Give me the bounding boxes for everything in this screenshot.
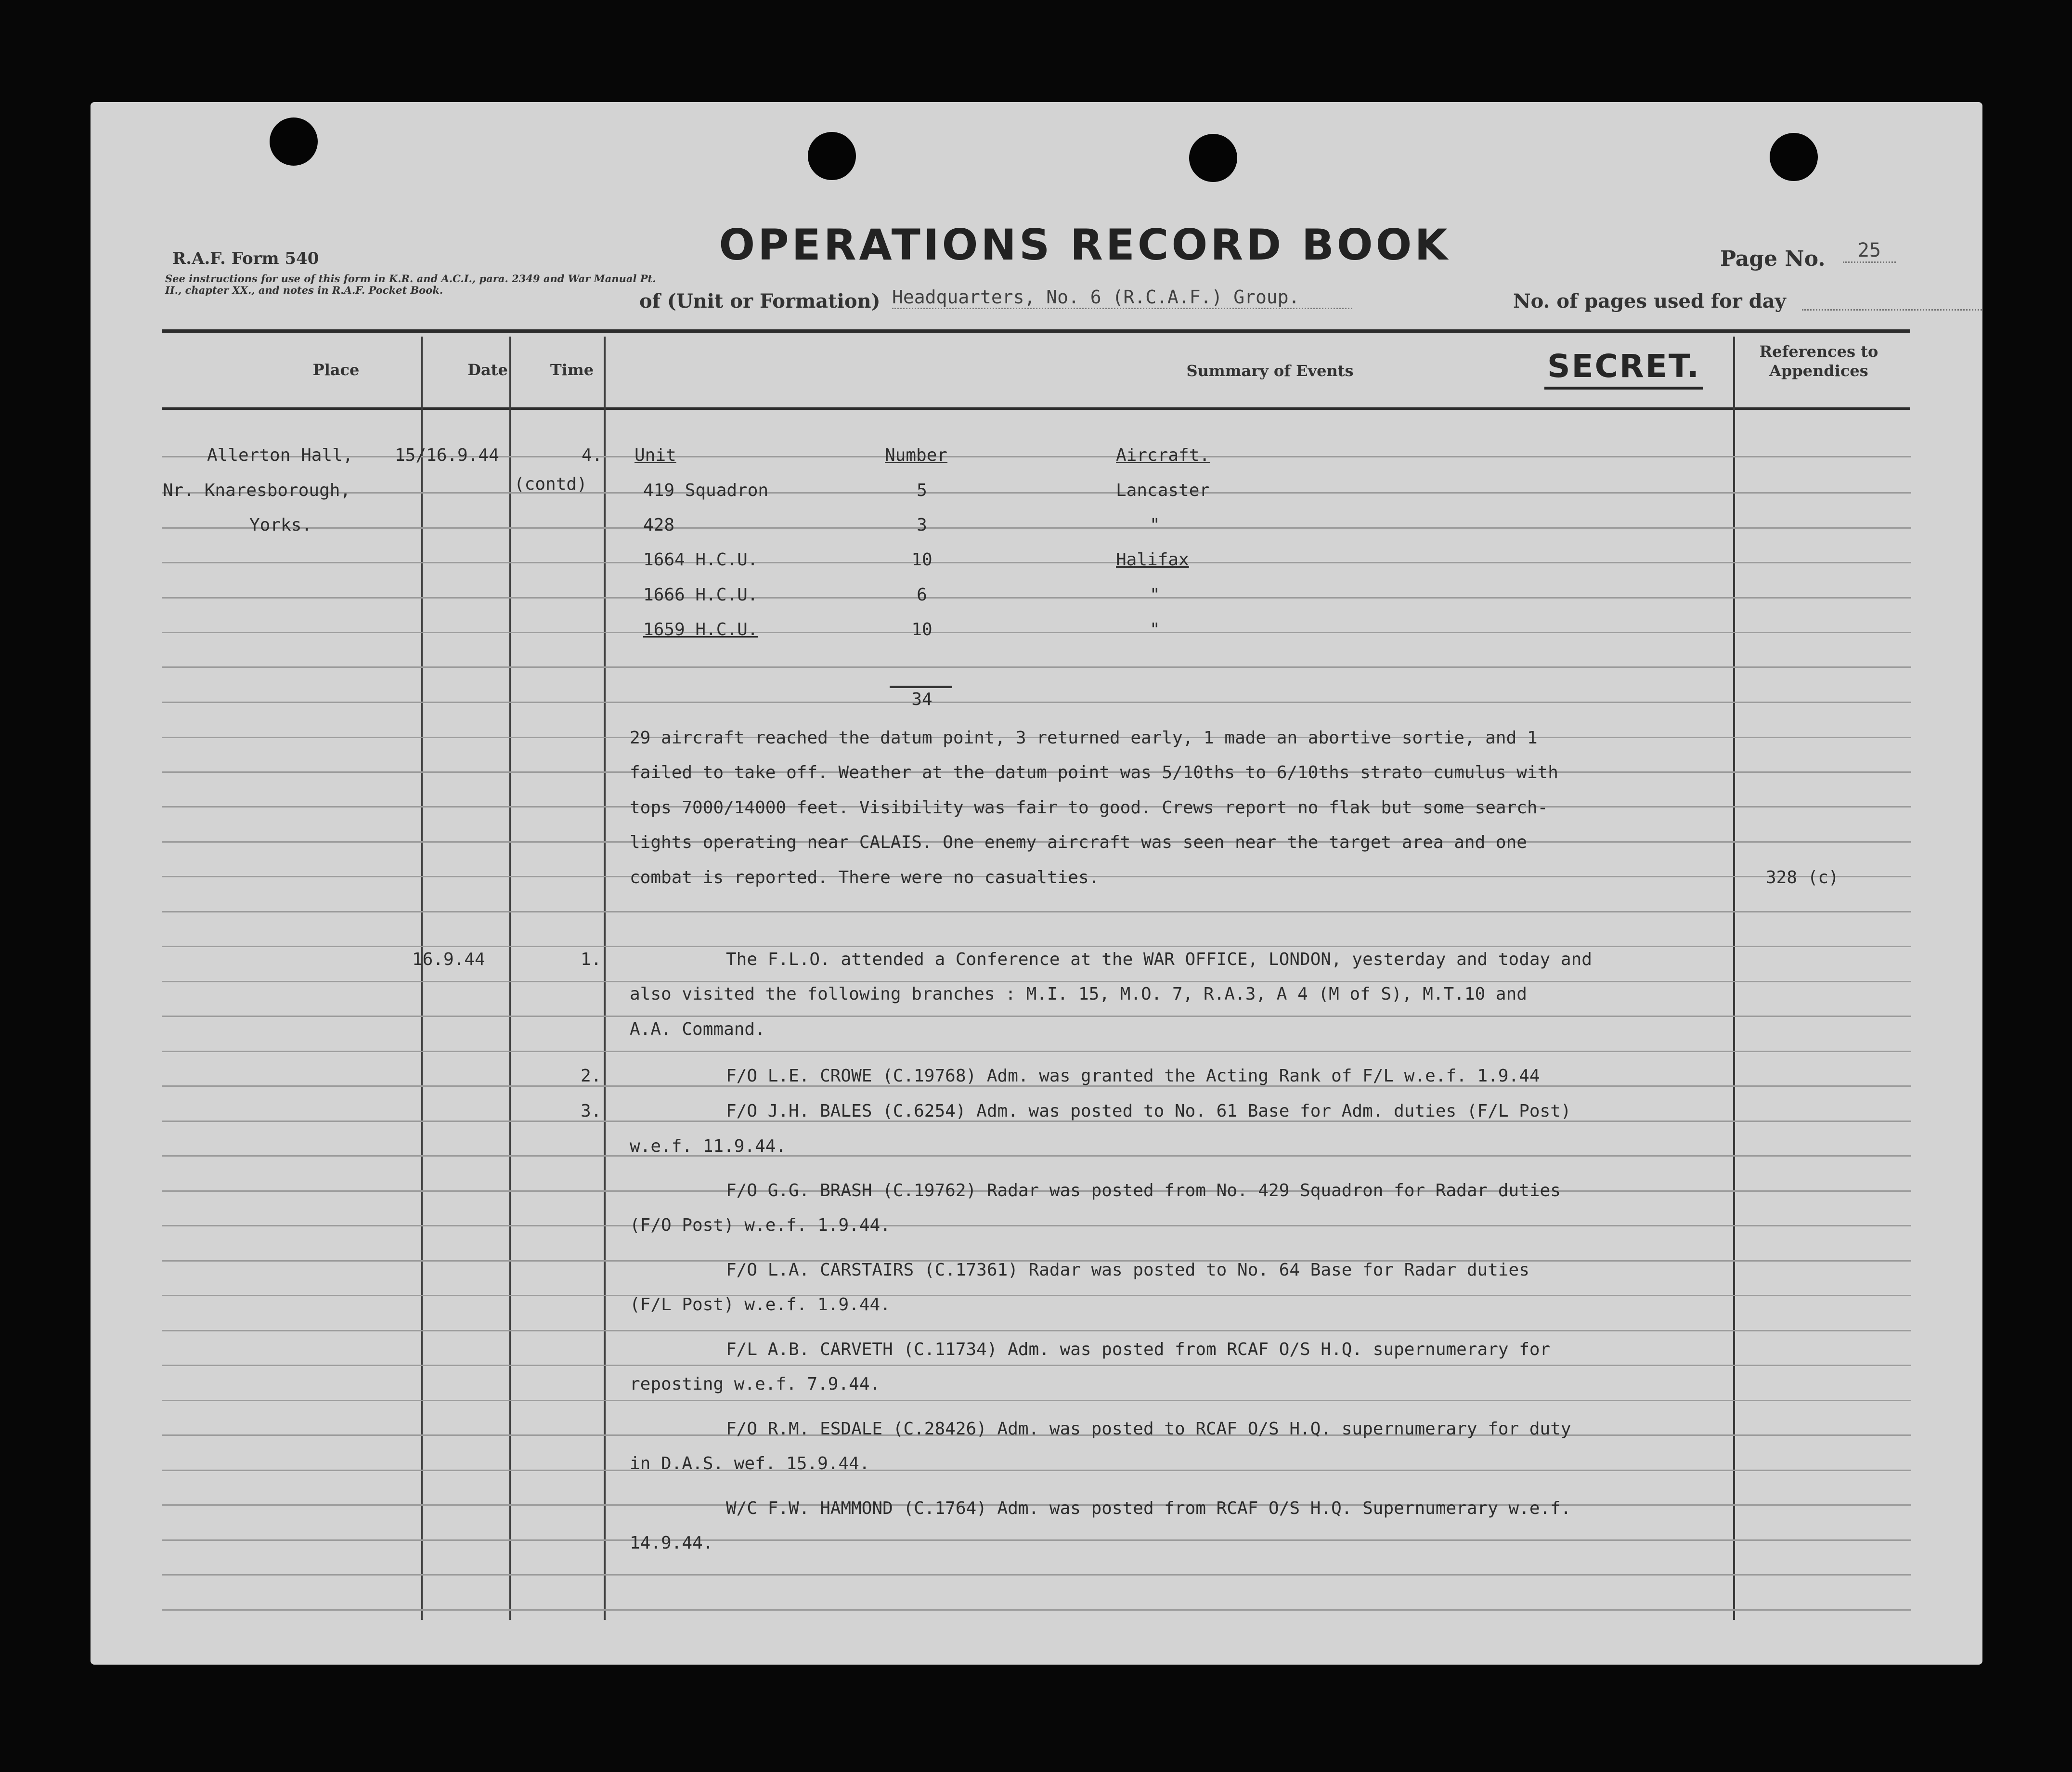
ruled-line [162,1609,1911,1611]
item-line: in D.A.S. wef. 15.9.44. [630,1454,870,1473]
sum-rule [890,686,952,688]
column-divider [1733,337,1735,1620]
item-line: also visited the following branches : M.I. 15, M.O. 7, R.A.3, A 4 (M of S), M.T.10 and [630,984,1527,1004]
ruled-line [162,1155,1911,1157]
entry-time-contd: (contd) [514,474,587,494]
item-line: F/O R.M. ESDALE (C.28426) Adm. was posted to RCAF O/S H.Q. supernumerary for duty [726,1419,1571,1439]
ruled-line [162,1016,1911,1017]
table-cell-unit: 428 [643,515,675,535]
table-cell-aircraft: Halifax [1116,550,1189,570]
form-instructions: See instructions for use of this form in K.R. and A.C.I., para. 2349 and War Manual Pt. II., chapter XX., and notes in R.A.F. Pocket Book. [165,273,656,296]
pages-used-label: No. of pages used for day [1513,290,1786,313]
appendix-reference: 328 (c) [1766,868,1839,887]
ruled-line [162,1470,1911,1471]
page-title: OPERATIONS RECORD BOOK [719,220,1450,270]
item-line: The F.L.O. attended a Conference at the WAR OFFICE, LONDON, yesterday and today and [726,950,1592,969]
header-top-rule [162,329,1910,333]
table-cell-unit: 1666 H.C.U. [643,585,758,605]
entry-item-number: 1. [581,950,602,969]
unit-label: of (Unit or Formation) [639,290,881,313]
header-date: Date [467,361,508,379]
ruled-line [162,1051,1911,1052]
entry-time: 4. [582,445,603,465]
ruled-line [162,1225,1911,1226]
item-line: W/C F.W. HAMMOND (C.1764) Adm. was posted from RCAF O/S H.Q. Supernumerary w.e.f. [726,1498,1571,1518]
item-line: F/O L.E. CROWE (C.19768) Adm. was granted the Acting Rank of F/L w.e.f. 1.9.44 [726,1066,1540,1086]
header-place: Place [312,361,360,379]
ruled-line [162,1574,1911,1576]
unit-value: Headquarters, No. 6 (R.C.A.F.) Group. [892,287,1352,309]
record-sheet [91,102,1982,1665]
item-line: (F/O Post) w.e.f. 1.9.44. [630,1215,891,1235]
table-header-unit: Unit [635,445,676,465]
item-line: reposting w.e.f. 7.9.44. [630,1374,881,1394]
narrative-line: combat is reported. There were no casualties. [630,868,1100,887]
table-cell-number: 3 [917,515,927,535]
entry-item-number: 2. [581,1066,602,1086]
page-number: 25 [1843,239,1896,263]
ruled-line [162,562,1911,563]
pages-used-field [1802,309,1982,311]
item-line: w.e.f. 11.9.44. [630,1136,787,1156]
ruled-line [162,492,1911,494]
ruled-line [162,1539,1911,1541]
table-cell-number: 10 [911,550,932,570]
header-bottom-rule [162,407,1910,410]
ruled-line [162,666,1911,668]
binder-hole [1189,134,1237,182]
page-number-label: Page No. [1720,247,1826,271]
table-cell-aircraft: Lancaster [1116,481,1210,500]
item-line: 14.9.44. [630,1533,713,1553]
table-cell-unit: 1659 H.C.U. [643,620,758,639]
column-divider [421,337,423,1620]
classification-stamp: SECRET. [1544,348,1703,390]
item-line: F/L A.B. CARVETH (C.11734) Adm. was posted from RCAF O/S H.Q. supernumerary for [726,1340,1551,1359]
narrative-line: failed to take off. Weather at the datum point was 5/10ths to 6/10ths strato cumulus with [630,763,1558,782]
table-header-aircraft: Aircraft. [1116,445,1210,465]
table-header-number: Number [885,445,948,465]
column-divider [509,337,511,1620]
entry-date: 16.9.44 [412,950,485,969]
item-line: F/O G.G. BRASH (C.19762) Radar was posted from No. 429 Squadron for Radar duties [726,1181,1561,1200]
item-line: F/O J.H. BALES (C.6254) Adm. was posted to No. 61 Base for Adm. duties (F/L Post) [726,1101,1571,1121]
ruled-line [162,527,1911,529]
table-cell-aircraft: " [1150,515,1160,535]
table-cell-unit: 1664 H.C.U. [643,550,758,570]
ruled-line [162,632,1911,633]
narrative-line: lights operating near CALAIS. One enemy aircraft was seen near the target area and one [630,833,1527,852]
ruled-line [162,946,1911,947]
place-line: Nr. Knaresborough, [163,481,351,500]
ruled-line [162,981,1911,982]
ruled-line [162,1400,1911,1401]
table-cell-unit: 419 Squadron [643,481,769,500]
header-summary: Summary of Events [1186,362,1354,380]
table-total: 34 [911,690,932,709]
item-line: (F/L Post) w.e.f. 1.9.44. [630,1295,891,1315]
entry-date: 15/16.9.44 [395,445,499,465]
binder-hole [270,117,318,166]
table-cell-number: 6 [917,585,927,605]
narrative-line: 29 aircraft reached the datum point, 3 returned early, 1 made an abortive sortie, and 1 [630,728,1538,748]
ruled-line [162,702,1911,703]
table-cell-aircraft: " [1150,585,1160,605]
binder-hole [808,132,856,180]
header-time: Time [550,361,594,379]
form-number: R.A.F. Form 540 [172,249,319,268]
table-cell-number: 5 [917,481,927,500]
entry-item-number: 3. [581,1101,602,1121]
header-references: References to Appendices [1759,342,1878,380]
table-cell-aircraft: " [1150,620,1160,639]
ruled-line [162,1365,1911,1366]
place-line: Yorks. [249,515,312,535]
narrative-line: tops 7000/14000 feet. Visibility was fair to good. Crews report no flak but some search- [630,798,1548,818]
place-line: Allerton Hall, [207,445,353,465]
binder-hole [1770,133,1818,181]
table-cell-number: 10 [911,620,932,639]
ruled-line [162,911,1911,912]
column-divider [604,337,606,1620]
ruled-line [162,597,1911,599]
item-line: A.A. Command. [630,1019,765,1039]
item-line: F/O L.A. CARSTAIRS (C.17361) Radar was posted to No. 64 Base for Radar duties [726,1260,1529,1280]
ruled-line [162,1295,1911,1296]
ruled-line [162,1330,1911,1331]
